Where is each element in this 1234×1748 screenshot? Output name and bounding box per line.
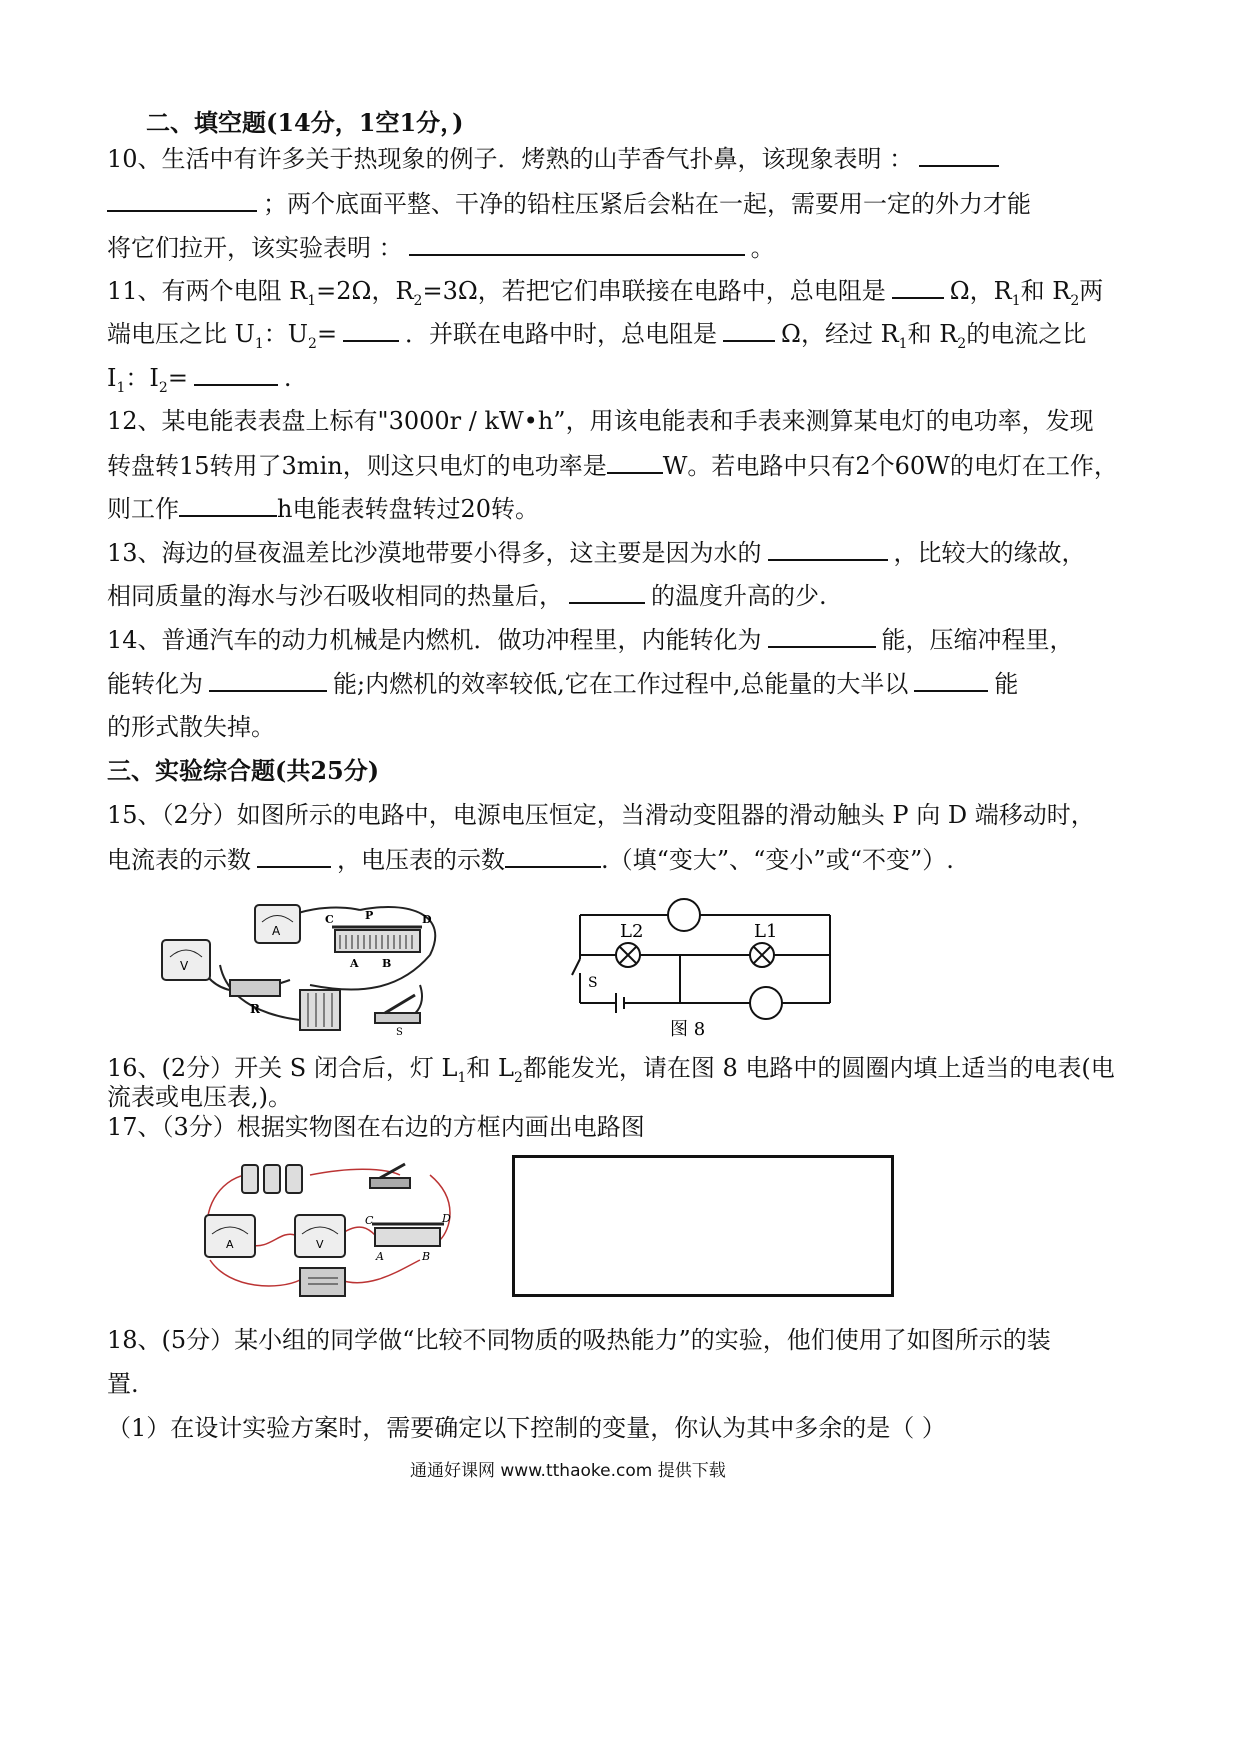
answer-blank[interactable] bbox=[409, 232, 745, 256]
meter-circle-top bbox=[668, 899, 700, 931]
physical-circuit-figure bbox=[160, 895, 460, 1035]
subscript: 2 bbox=[957, 335, 967, 352]
label-l2: L2 bbox=[620, 921, 644, 942]
q15-text: ，电压表的示数 bbox=[337, 846, 505, 874]
fig-left-label-r: R bbox=[250, 1002, 260, 1016]
q10-text1: 10、生活中有许多关于热现象的例子．烤熟的山芋香气扑鼻，该现象表明 ： bbox=[107, 145, 914, 173]
fig17-label-v: V bbox=[316, 1238, 324, 1251]
q11-line2 bbox=[107, 318, 1086, 359]
q16-line2: 流表或电压表,)。 bbox=[107, 1083, 292, 1111]
subscript: 1 bbox=[116, 379, 126, 396]
q11-line1 bbox=[107, 275, 1103, 316]
subscript: 1 bbox=[898, 335, 908, 352]
q18-line2: 置. bbox=[107, 1370, 139, 1398]
q11-text: 11、有两个电阻 R bbox=[107, 277, 308, 305]
q11-text: 和 R bbox=[907, 320, 958, 348]
q11-text: ：I bbox=[125, 364, 159, 392]
section-2-title: 二、填空题(14分，1空1分，) bbox=[146, 108, 464, 137]
q13-text: ，比较大的缘故， bbox=[893, 539, 1086, 567]
resistor-icon bbox=[230, 980, 280, 996]
subscript: 2 bbox=[513, 1069, 523, 1086]
fig17-label-b: B bbox=[422, 1250, 431, 1263]
rheostat-icon bbox=[375, 1228, 440, 1246]
q11-text: =3Ω，若把它们串联接在电路中，总电阻是 bbox=[422, 277, 886, 305]
q12-line3 bbox=[107, 493, 539, 524]
q15-line1: 15、（2分）如图所示的电路中，电源电压恒定，当滑动变阻器的滑动触头 P 向 D 端移动时， bbox=[107, 801, 1095, 829]
rheostat-icon bbox=[335, 930, 420, 952]
q17-answer-box[interactable] bbox=[512, 1155, 894, 1297]
q13-line2 bbox=[107, 580, 827, 611]
subscript: 2 bbox=[413, 292, 423, 309]
answer-blank[interactable] bbox=[569, 580, 645, 604]
answer-blank[interactable] bbox=[194, 362, 278, 386]
subscript: 1 bbox=[254, 335, 264, 352]
answer-blank[interactable] bbox=[723, 318, 775, 342]
page-footer: 通通好课网 www.tthaoke.com 提供下载 bbox=[410, 1461, 726, 1481]
subscript: 1 bbox=[457, 1069, 467, 1086]
q11-text: I bbox=[107, 364, 117, 392]
q12-text: W。若电路中只有2个60W的电灯在工作， bbox=[662, 452, 1118, 480]
fig-left-label-p: P bbox=[365, 909, 374, 922]
answer-blank[interactable] bbox=[257, 844, 331, 868]
q17-physical-circuit bbox=[200, 1160, 460, 1300]
section-3-title: 三、实验综合题(共25分) bbox=[107, 756, 380, 785]
fig-left-label-a: A bbox=[272, 924, 281, 938]
fig-left-label-v: V bbox=[180, 959, 189, 973]
q11-text: = bbox=[167, 364, 188, 392]
q12-line1: 12、某电能表表盘上标有"3000r / kW•h”，用该电能表和手表来测算某电灯的电功率，发现 bbox=[107, 407, 1094, 435]
figure-8-caption: 图 8 bbox=[670, 1019, 706, 1040]
meter-circle-bottom bbox=[750, 987, 782, 1019]
fig-left-label-d: D bbox=[422, 913, 432, 926]
q10-line1 bbox=[107, 143, 1005, 174]
q13-text: 13、海边的昼夜温差比沙漠地带要小得多，这主要是因为水的 bbox=[107, 539, 762, 567]
subscript: 2 bbox=[1070, 292, 1080, 309]
q11-text: =2Ω，R bbox=[316, 277, 414, 305]
q16-text: 16、(2分）开关 S 闭合后，灯 L bbox=[107, 1054, 458, 1082]
q12-text: 则工作 bbox=[107, 495, 179, 523]
q11-text: . bbox=[283, 364, 292, 392]
lamp-icon bbox=[300, 1268, 345, 1296]
q11-text: 端电压之比 U bbox=[107, 320, 255, 348]
fig-left-label-b: B bbox=[382, 957, 392, 970]
label-l1: L1 bbox=[754, 921, 778, 942]
answer-blank[interactable] bbox=[607, 450, 663, 474]
q17-line1: 17、（3分）根据实物图在右边的方框内画出电路图 bbox=[107, 1113, 645, 1141]
q14-text: 能转化为 bbox=[107, 670, 203, 698]
fig17-label-a: A bbox=[226, 1238, 234, 1251]
q15-line2 bbox=[107, 844, 954, 875]
switch-icon bbox=[370, 1178, 410, 1188]
q13-text: 的温度升高的少. bbox=[651, 582, 827, 610]
q18-line1: 18、(5分）某小组的同学做“比较不同物质的吸热能力”的实验，他们使用了如图所示的装 bbox=[107, 1326, 1051, 1354]
q14-line2 bbox=[107, 668, 1018, 699]
q11-text: Ω，R bbox=[949, 277, 1012, 305]
answer-blank[interactable] bbox=[107, 188, 257, 212]
q14-line3: 的形式散失掉。 bbox=[107, 713, 275, 741]
fig-left-label-a2: A bbox=[350, 957, 359, 970]
q12-text: 转盘转15转用了3min，则这只电灯的电功率是 bbox=[107, 452, 607, 480]
fig17-label-a2: A bbox=[376, 1250, 384, 1263]
battery-icon bbox=[264, 1165, 280, 1193]
answer-blank[interactable] bbox=[179, 493, 277, 517]
q11-text: ：U bbox=[263, 320, 309, 348]
battery-icon bbox=[286, 1165, 302, 1193]
q15-text: .（填“变大”、“变小”或“不变”）. bbox=[601, 846, 954, 874]
q13-line1 bbox=[107, 537, 1086, 568]
q10-text3: 将它们拉开，该实验表明 ： bbox=[107, 234, 403, 262]
fig17-label-c: C bbox=[365, 1214, 374, 1227]
q15-text: 电流表的示数 bbox=[107, 846, 251, 874]
q10-text2: ；两个底面平整、干净的铅柱压紧后会粘在一起，需要用一定的外力才能 bbox=[263, 190, 1031, 218]
subscript: 2 bbox=[308, 335, 317, 352]
q10-line3 bbox=[107, 232, 775, 263]
label-s: S bbox=[588, 975, 598, 991]
battery-icon bbox=[242, 1165, 258, 1193]
subscript: 2 bbox=[158, 379, 168, 396]
q16-text: 和 L bbox=[466, 1054, 514, 1082]
answer-blank[interactable] bbox=[768, 537, 888, 561]
answer-blank[interactable] bbox=[768, 624, 876, 648]
battery-icon bbox=[300, 990, 340, 1030]
q10-text3-end: 。 bbox=[750, 234, 775, 262]
answer-blank[interactable] bbox=[343, 318, 399, 342]
q14-text: 14、普通汽车的动力机械是内燃机．做功冲程里，内能转化为 bbox=[107, 626, 762, 654]
q11-text: 两 bbox=[1079, 277, 1104, 305]
answer-blank[interactable] bbox=[505, 844, 601, 868]
figure-8-circuit bbox=[560, 895, 860, 1040]
q11-text: 和 R bbox=[1020, 277, 1071, 305]
q13-text: 相同质量的海水与沙石吸收相同的热量后， bbox=[107, 582, 563, 610]
q14-text: 能，压缩冲程里， bbox=[881, 626, 1074, 654]
answer-blank[interactable] bbox=[914, 668, 988, 692]
q12-line2 bbox=[107, 450, 1118, 481]
q14-text: 能 bbox=[994, 670, 1019, 698]
q14-line1 bbox=[107, 624, 1074, 655]
q12-text: h电能表转盘转过20转。 bbox=[277, 495, 539, 523]
q14-text: 能;内燃机的效率较低,它在工作过程中,总能量的大半以 bbox=[333, 670, 909, 698]
q16-text: 都能发光，请在图 8 电路中的圆圈内填上适当的电表(电 bbox=[522, 1054, 1115, 1082]
q11-text: = bbox=[316, 320, 338, 348]
answer-blank[interactable] bbox=[919, 143, 999, 167]
fig17-label-d: D bbox=[442, 1212, 451, 1225]
q18-line3: （1）在设计实验方案时，需要确定以下控制的变量，你认为其中多余的是（ ） bbox=[107, 1414, 946, 1442]
switch-icon bbox=[375, 1013, 420, 1023]
subscript: 1 bbox=[1011, 292, 1021, 309]
q11-line3 bbox=[107, 362, 292, 403]
q11-text: Ω，经过 R bbox=[781, 320, 899, 348]
q10-line2 bbox=[107, 188, 1031, 219]
subscript: 1 bbox=[307, 292, 317, 309]
answer-blank[interactable] bbox=[892, 275, 944, 299]
fig-left-label-c: C bbox=[325, 913, 334, 926]
q11-text: ．并联在电路中时，总电阻是 bbox=[405, 320, 718, 348]
answer-blank[interactable] bbox=[209, 668, 327, 692]
q11-text: 的电流之比 bbox=[966, 320, 1087, 348]
fig-left-label-s: S bbox=[396, 1027, 403, 1035]
